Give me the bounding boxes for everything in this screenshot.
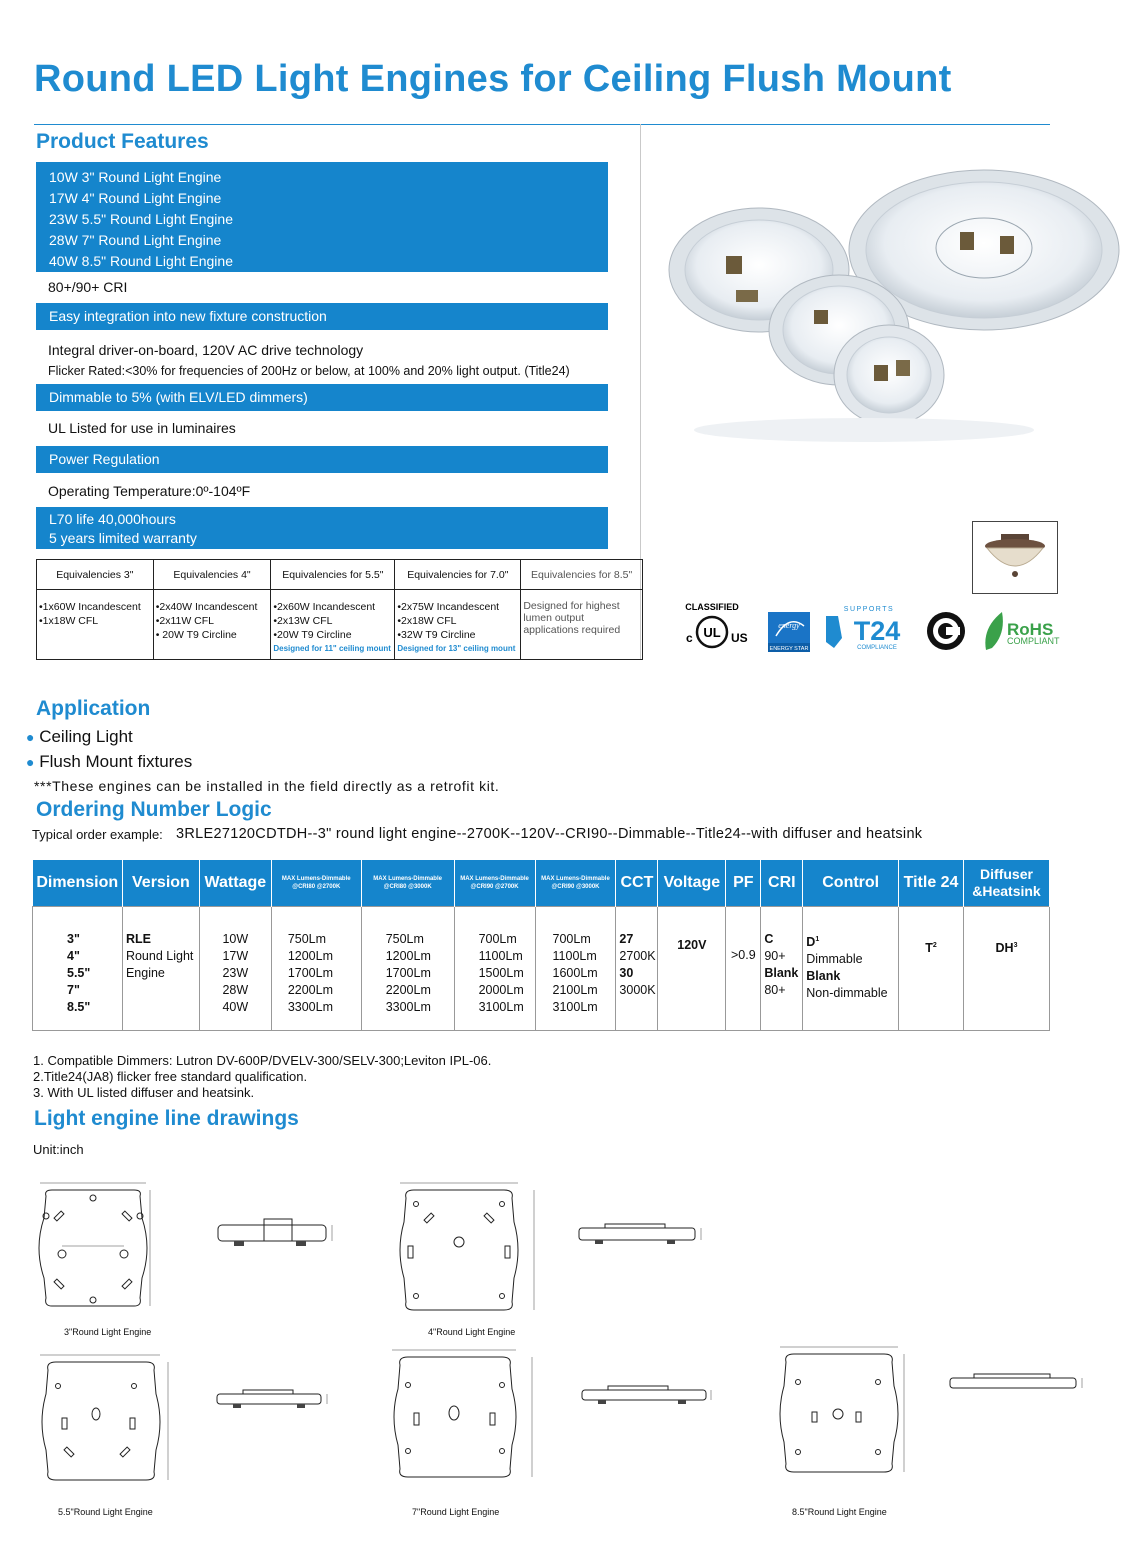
col-header: Wattage	[199, 860, 271, 906]
bullet-icon: ●	[26, 754, 35, 770]
eq-line: •2x60W Incandescent	[273, 601, 376, 613]
drawing-caption: 3"Round Light Engine	[64, 1327, 152, 1337]
cell-line: 90+	[764, 948, 786, 963]
rohs-compliant: COMPLIANT	[1007, 636, 1060, 646]
cell-line: 8.5"	[67, 999, 91, 1014]
cell-line: 750Lm	[385, 931, 424, 946]
wattage-cell	[199, 906, 271, 1030]
t24-compliance: COMPLIANCE	[857, 645, 897, 651]
eq-header: Equivalencies 3"	[37, 560, 154, 590]
ul-logo	[685, 602, 747, 647]
rohs-mark: RoHS	[1007, 620, 1054, 639]
cell-line: 5.5"	[67, 965, 91, 980]
cell-line: Dimmable	[806, 951, 863, 966]
wattage-item: 17W 4" Round Light Engine	[49, 190, 222, 206]
col-header-line: @CRI80 @3000K	[383, 883, 432, 890]
lumen-cell	[535, 906, 616, 1030]
eq-cell	[395, 590, 521, 660]
cell-line: RLE	[125, 931, 151, 946]
drawing-3in-top	[34, 1178, 154, 1316]
cell-line: 80+	[764, 982, 786, 997]
ordering-body-row	[33, 906, 1050, 1030]
cell-line: 2100Lm	[552, 982, 598, 997]
cell-line: Engine	[125, 965, 165, 980]
order-example: 3RLE27120CDTDH--3" round light engine--2700K--120V--CRI90--Dimmable--Title24--with diffuser and heatsink	[176, 826, 923, 842]
eq-line: •2x18W CFL	[397, 615, 457, 627]
t24-supports: SUPPORTS	[843, 606, 895, 613]
cell-line: 23W	[222, 965, 249, 980]
control-code: D	[806, 934, 816, 949]
retrofit-note: ***These engines can be installed in the field directly as a retrofit kit.	[34, 778, 500, 794]
col-header: PF	[726, 860, 761, 906]
voltage-cell: 120V	[658, 906, 726, 1030]
cell-line: 10W	[222, 931, 249, 946]
eq-note: Designed for 13" ceiling mount	[397, 644, 516, 653]
col-header-line: Diffuser	[980, 865, 1033, 882]
cell-line: 2000Lm	[478, 982, 524, 997]
eq-line: •2x75W Incandescent	[397, 601, 500, 613]
cct-cell	[616, 906, 658, 1030]
cell-line: 30	[619, 965, 634, 980]
temperature-text: Operating Temperature:0º-104ºF	[48, 483, 251, 499]
bullet-icon: ●	[26, 729, 35, 745]
cell-line: 1200Lm	[287, 948, 333, 963]
drawings-heading: Light engine line drawings	[34, 1107, 299, 1130]
col-header-line: MAX Lumens-Dimmable	[373, 875, 442, 882]
eq-line: lumen output	[523, 612, 585, 624]
cell-line: 2200Lm	[385, 982, 431, 997]
cell-line: 7"	[67, 982, 80, 997]
pf-cell: >0.9	[726, 906, 761, 1030]
eq-line: •32W T9 Circline	[397, 629, 476, 641]
eq-line: • 20W T9 Circline	[155, 629, 237, 641]
lumen-cell	[361, 906, 454, 1030]
cell-line: 2200Lm	[287, 982, 333, 997]
drawing-8in-top	[772, 1342, 912, 1484]
col-header-line: &Heatsink	[972, 882, 1041, 899]
ordering-table	[32, 860, 1050, 1031]
footnote: 3. With UL listed diffuser and heatsink.	[33, 1085, 255, 1100]
dimension-cell	[33, 906, 123, 1030]
eq-cell	[153, 590, 271, 660]
title-divider	[34, 124, 1050, 125]
ordering-header-row	[33, 860, 1050, 906]
col-header	[963, 860, 1049, 906]
fixture-thumbnail	[972, 521, 1058, 594]
cell-line: 28W	[222, 982, 249, 997]
flicker-text: Flicker Rated:<30% for frequencies of 200Hz or below, at 100% and 20% light output. (Title24)	[48, 364, 570, 378]
ul-classified: CLASSIFIED	[685, 602, 739, 612]
cell-line: 3100Lm	[478, 999, 524, 1014]
energy-star-logo	[768, 612, 810, 652]
eq-cell	[521, 590, 643, 660]
cell-line: 1200Lm	[385, 948, 431, 963]
ul-us: US	[731, 631, 748, 645]
drawing-3in-side	[214, 1215, 344, 1255]
dimmable-bar	[36, 384, 608, 411]
cell-line: 3000K	[619, 982, 656, 997]
ordering-heading: Ordering Number Logic	[36, 798, 272, 821]
rohs-logo	[985, 612, 1060, 650]
cell-line: 17W	[222, 948, 249, 963]
cell-line: 27	[619, 931, 634, 946]
control-cell	[803, 906, 899, 1030]
eq-line: Designed for highest	[523, 600, 620, 612]
eq-line: •1x18W CFL	[39, 615, 99, 627]
footnote-ref: 3	[1013, 941, 1018, 949]
drawing-7in-top	[384, 1345, 544, 1487]
unit-label: Unit:inch	[33, 1142, 84, 1157]
integration-text: Easy integration into new fixture construction	[49, 308, 327, 324]
integration-bar	[36, 303, 608, 330]
product-photo	[664, 160, 1124, 460]
col-header: Control	[803, 860, 899, 906]
page-title: Round LED Light Engines for Ceiling Flush Mount	[34, 58, 952, 100]
cell-line	[806, 931, 898, 951]
eq-note: Designed for 11" ceiling mount	[273, 644, 391, 653]
ul-mark: UL	[703, 625, 721, 640]
col-header: Voltage	[658, 860, 726, 906]
wattage-bar	[36, 162, 608, 272]
eq-header: Equivalencies 4"	[153, 560, 271, 590]
cell-line: 3300Lm	[287, 999, 333, 1014]
col-header	[535, 860, 616, 906]
wattage-item: 40W 8.5" Round Light Engine	[49, 253, 233, 269]
col-header: Dimension	[33, 860, 123, 906]
life-text: L70 life 40,000hours	[49, 511, 176, 527]
drawing-caption: 5.5"Round Light Engine	[58, 1507, 153, 1517]
lumen-cell	[454, 906, 535, 1030]
col-header-line: MAX Lumens-Dimmable	[541, 875, 610, 882]
eq-cell	[37, 590, 154, 660]
eq-header: Equivalencies for 8.5"	[521, 560, 643, 590]
col-header: Title 24	[899, 860, 964, 906]
cell-line: Blank	[806, 968, 841, 983]
dimmable-text: Dimmable to 5% (with ELV/LED dimmers)	[49, 389, 308, 405]
equivalencies-table	[36, 559, 643, 660]
fixture-image	[973, 522, 1057, 593]
cell-line: 1500Lm	[478, 965, 524, 980]
ul-text: UL Listed for use in luminaires	[48, 420, 236, 436]
wattage-item: 10W 3" Round Light Engine	[49, 169, 222, 185]
drawing-5in-top	[34, 1350, 179, 1490]
cell-line: 1600Lm	[552, 965, 598, 980]
application-item-label: Flush Mount fixtures	[39, 752, 193, 771]
cell-line: 1700Lm	[287, 965, 333, 980]
application-item	[26, 752, 192, 772]
cell-line: 2700K	[619, 948, 656, 963]
life-bar	[36, 507, 608, 549]
version-cell	[122, 906, 199, 1030]
ul-c: c	[686, 631, 693, 645]
energy-star-label: ENERGY STAR	[769, 646, 809, 652]
power-bar	[36, 446, 608, 473]
cri-text: 80+/90+ CRI	[48, 279, 128, 295]
cell-line: 1100Lm	[478, 948, 523, 963]
col-header: CRI	[761, 860, 803, 906]
col-header: CCT	[616, 860, 658, 906]
footnote-ref: 1	[815, 935, 820, 943]
cell-line: 750Lm	[287, 931, 327, 946]
cell-line: 3100Lm	[552, 999, 598, 1014]
drawing-4in-top	[392, 1178, 547, 1320]
footnote: 1. Compatible Dimmers: Lutron DV-600P/DVELV-300/SELV-300;Leviton IPL-06.	[33, 1053, 492, 1068]
eq-line: •2x13W CFL	[273, 615, 333, 627]
cell-line: 700Lm	[552, 931, 591, 946]
wattage-item: 23W 5.5" Round Light Engine	[49, 211, 233, 227]
t24-logo	[826, 606, 900, 651]
certification-logos	[676, 598, 1076, 656]
footnote-ref: 2	[932, 941, 937, 949]
eq-header: Equivalencies for 5.5"	[271, 560, 395, 590]
equivalencies-header-row	[37, 560, 643, 590]
cell-line: 4"	[67, 948, 80, 963]
title24-code: T	[925, 940, 933, 955]
col-header	[271, 860, 361, 906]
svg-text:energy: energy	[778, 621, 800, 630]
cell-line: 1700Lm	[385, 965, 431, 980]
cell-line: 3"	[67, 931, 80, 946]
drawing-caption: 8.5"Round Light Engine	[792, 1507, 887, 1517]
drawing-5in-side	[213, 1388, 358, 1414]
eq-cell	[271, 590, 395, 660]
drawing-caption: 7"Round Light Engine	[412, 1507, 500, 1517]
col-header-line: @CRI90 @3000K	[551, 883, 600, 890]
cell-line: 1100Lm	[552, 948, 597, 963]
warranty-text: 5 years limited warranty	[49, 530, 197, 546]
eq-line: •2x11W CFL	[155, 615, 215, 627]
drawing-caption: 4"Round Light Engine	[428, 1327, 516, 1337]
application-item-label: Ceiling Light	[39, 727, 133, 746]
equivalencies-body-row	[37, 590, 643, 660]
col-header	[454, 860, 535, 906]
drawing-7in-side	[578, 1384, 718, 1410]
cell-line: 40W	[222, 999, 249, 1014]
eq-line: •2x40W Incandescent	[155, 601, 258, 613]
cell-line: Round Light	[125, 948, 194, 963]
col-header-line: @CRI90 @2700K	[470, 883, 519, 890]
features-heading: Product Features	[36, 130, 209, 153]
application-heading: Application	[36, 697, 151, 720]
application-item	[26, 727, 133, 747]
footnote: 2.Title24(JA8) flicker free standard qualification.	[33, 1069, 308, 1084]
order-example-label: Typical order example:	[32, 827, 163, 842]
wattage-item: 28W 7" Round Light Engine	[49, 232, 222, 248]
eq-line: •20W T9 Circline	[273, 629, 352, 641]
lumen-cell	[271, 906, 361, 1030]
col-header-line: MAX Lumens-Dimmable	[460, 875, 529, 882]
drawing-8in-side	[946, 1372, 1096, 1396]
eq-line: •1x60W Incandescent	[39, 601, 141, 613]
diffuser-code: DH	[995, 940, 1014, 955]
t24-mark: T24	[853, 616, 901, 646]
col-header-line: @CRI80 @2700K	[292, 883, 341, 890]
eq-header: Equivalencies for 7.0"	[395, 560, 521, 590]
cell-line: 3300Lm	[385, 999, 431, 1014]
drawing-4in-side	[575, 1220, 715, 1250]
title24-cell	[899, 906, 964, 1030]
cell-line: Blank	[764, 965, 799, 980]
cri-cell	[761, 906, 803, 1030]
col-header: Version	[122, 860, 199, 906]
col-header	[361, 860, 454, 906]
cell-line: C	[764, 931, 774, 946]
diffuser-cell	[963, 906, 1049, 1030]
cell-line: Non-dimmable	[806, 985, 888, 1000]
c-circle-logo	[927, 612, 965, 650]
cell-line: 700Lm	[478, 931, 517, 946]
power-text: Power Regulation	[49, 451, 160, 467]
col-header-line: MAX Lumens-Dimmable	[281, 875, 351, 882]
eq-line: applications required	[523, 624, 621, 636]
driver-text: Integral driver-on-board, 120V AC drive technology	[48, 342, 364, 358]
